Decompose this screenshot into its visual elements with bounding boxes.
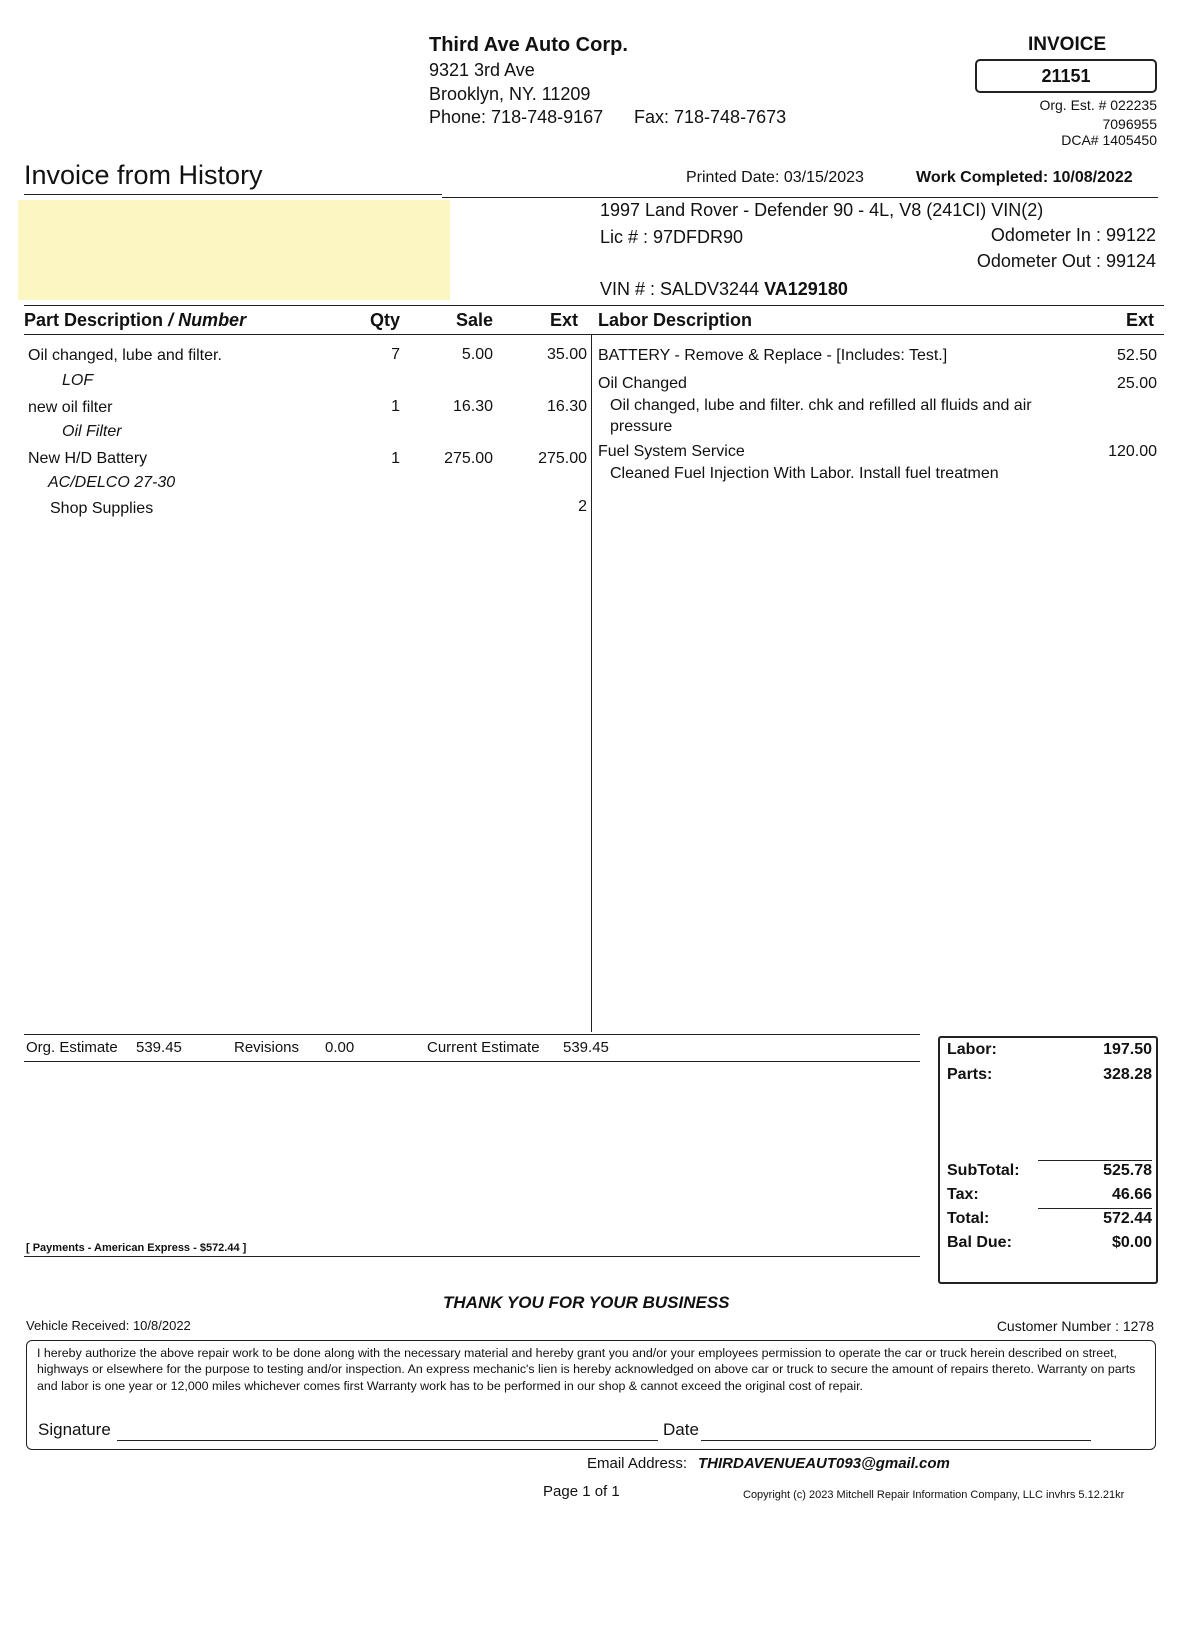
part-number: Oil Filter (62, 423, 122, 440)
subtotal-rule (1038, 1160, 1152, 1161)
labor-detail: pressure (610, 418, 673, 435)
date-label: Date (663, 1420, 699, 1439)
vin-suffix: VA129180 (764, 279, 848, 299)
part-qty: 1 (391, 398, 400, 415)
part-description-header-label: Part Description (24, 310, 164, 330)
org-estimate-number: Org. Est. # 022235 (1039, 97, 1157, 113)
odometer-in: Odometer In : 99122 (990, 225, 1156, 245)
company-address-line1: 9321 3rd Ave (429, 60, 535, 80)
part-description: New H/D Battery (28, 450, 148, 467)
company-fax: Fax: 718-748-7673 (634, 107, 787, 127)
part-description: Oil changed, lube and filter. (28, 347, 222, 364)
odometer-out: Odometer Out : 99124 (976, 251, 1156, 271)
total-label: Total: (947, 1210, 990, 1227)
labor-description: Oil Changed (598, 375, 687, 392)
labor-description: BATTERY - Remove & Replace - [Includes: Test.] (598, 347, 948, 364)
table-header-rule (24, 334, 1164, 335)
page-title: Invoice from History (24, 160, 263, 190)
signature-label: Signature (38, 1420, 111, 1439)
part-number-header-label: / Number (168, 310, 247, 330)
vin-number (600, 279, 848, 300)
part-sale: 16.30 (452, 398, 493, 415)
parts-ext-header: Ext (550, 310, 579, 330)
part-ext: 16.30 (546, 398, 587, 415)
part-sale: 5.00 (461, 346, 493, 363)
title-underline (24, 194, 442, 195)
thank-you-message: THANK YOU FOR YOUR BUSINESS (443, 1293, 730, 1312)
labor-detail: Oil changed, lube and filter. chk and refilled all fluids and air (610, 397, 1032, 414)
estimate-top-rule (24, 1034, 920, 1035)
part-sale: 275.00 (444, 450, 493, 467)
revisions-label: Revisions (234, 1039, 300, 1056)
reference-number: 7096955 (1102, 116, 1157, 132)
email-address: THIRDAVENUEAUT093@gmail.com (698, 1455, 950, 1472)
current-estimate-label: Current Estimate (427, 1039, 540, 1056)
license-plate: Lic # : 97DFDR90 (600, 227, 744, 247)
tax-value: 46.66 (1111, 1186, 1152, 1203)
sale-header: Sale (456, 310, 494, 330)
date-line[interactable] (701, 1440, 1091, 1441)
total-value: 572.44 (1103, 1210, 1152, 1227)
revisions-value: 0.00 (325, 1039, 355, 1056)
part-description: Shop Supplies (50, 500, 154, 517)
labor-detail: Cleaned Fuel Injection With Labor. Install fuel treatmen (610, 465, 999, 482)
column-divider (591, 335, 592, 1032)
labor-total-value: 197.50 (1103, 1041, 1152, 1058)
subtotal-label: SubTotal: (947, 1162, 1020, 1179)
balance-due-value: $0.00 (1111, 1234, 1152, 1251)
invoice-number: 21151 (975, 59, 1157, 93)
labor-ext: 25.00 (1116, 375, 1157, 392)
part-description-header (24, 310, 246, 331)
payments-rule (24, 1256, 920, 1257)
signature-line[interactable] (117, 1440, 658, 1441)
copyright: Copyright (c) 2023 Mitchell Repair Information Company, LLC invhrs 5.12.21kr (743, 1489, 1125, 1501)
balance-due-label: Bal Due: (947, 1234, 1012, 1251)
parts-total-value: 328.28 (1103, 1066, 1152, 1083)
dca-number: DCA# 1405450 (1061, 132, 1157, 148)
page-number: Page 1 of 1 (543, 1483, 620, 1500)
vehicle-description: 1997 Land Rover - Defender 90 - 4L, V8 (241CI) VIN(2) (600, 200, 1044, 220)
part-ext: 275.00 (538, 450, 587, 467)
labor-total-label: Labor: (947, 1041, 997, 1058)
labor-ext: 52.50 (1116, 347, 1157, 364)
part-number: AC/DELCO 27-30 (48, 474, 176, 491)
redacted-customer-info (18, 200, 450, 300)
printed-date: Printed Date: 03/15/2023 (686, 169, 864, 186)
customer-number: Customer Number : 1278 (996, 1318, 1154, 1334)
authorization-box (26, 1340, 1156, 1450)
part-number: LOF (62, 372, 94, 389)
payments-note: [ Payments - American Express - $572.44 ] (26, 1242, 247, 1254)
vehicle-received: Vehicle Received: 10/8/2022 (26, 1318, 191, 1333)
vehicle-top-rule (442, 197, 1158, 198)
company-phone: Phone: 718-748-9167 (429, 107, 604, 127)
current-estimate-value: 539.45 (563, 1039, 609, 1056)
parts-total-label: Parts: (947, 1066, 993, 1083)
labor-ext-header: Ext (1126, 310, 1155, 330)
part-description: new oil filter (28, 399, 113, 416)
authorization-text: I hereby authorize the above repair work to be done along with the necessary material and hereby grant you and/or your employees permission to operate the car or truck herein described on street, highways or elsewhere for the purpose to testing and/or inspection. An express mechanic's lien is hereby acknowledged on above car or truck to secure the amount of repairs thereto. Warranty on parts and labor is one year or 12,000 miles whichever comes first Warranty work has to be performed in our shop & cannot exceed the original cost of repair. (37, 1346, 1136, 1393)
table-top-rule (24, 305, 1164, 306)
org-estimate-value: 539.45 (136, 1039, 182, 1056)
labor-description-header: Labor Description (598, 310, 753, 330)
part-ext: 2 (578, 498, 587, 515)
org-estimate-label: Org. Estimate (26, 1039, 118, 1056)
invoice-label: INVOICE (1028, 34, 1107, 55)
part-qty: 7 (391, 346, 400, 363)
estimate-bottom-rule (24, 1061, 920, 1062)
vin-prefix: VIN # : SALDV3244 (600, 279, 760, 299)
company-name: Third Ave Auto Corp. (429, 34, 628, 56)
part-qty: 1 (391, 450, 400, 467)
subtotal-value: 525.78 (1103, 1162, 1152, 1179)
email-label: Email Address: (587, 1455, 688, 1472)
labor-description: Fuel System Service (598, 443, 745, 460)
work-completed-date: Work Completed: 10/08/2022 (916, 169, 1133, 186)
part-ext: 35.00 (546, 346, 587, 363)
labor-ext: 120.00 (1108, 443, 1157, 460)
company-address-line2: Brooklyn, NY. 11209 (429, 84, 591, 104)
total-rule (1038, 1208, 1152, 1209)
tax-label: Tax: (947, 1186, 979, 1203)
qty-header: Qty (370, 310, 401, 330)
